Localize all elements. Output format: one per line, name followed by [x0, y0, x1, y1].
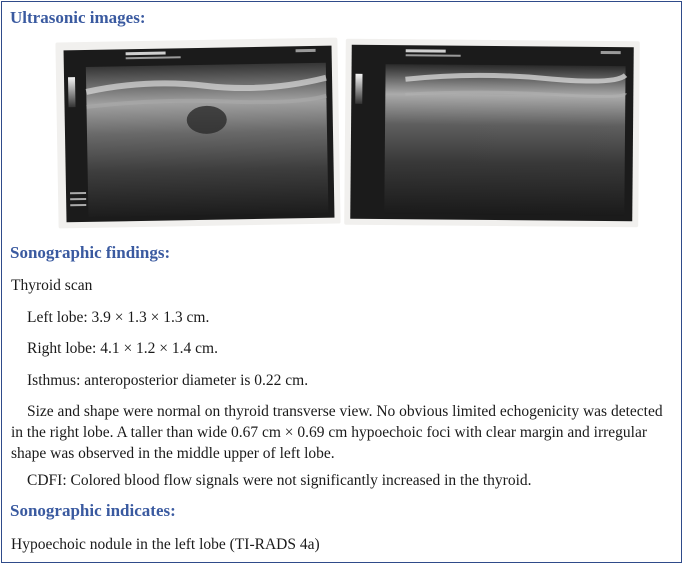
ultrasound-image-right	[344, 39, 640, 228]
sonographic-findings-heading: Sonographic findings:	[10, 243, 171, 262]
cdfi-finding: CDFI: Colored blood flow signals were not significantly increased in the thyroid.	[27, 472, 532, 489]
findings-description: Size and shape were normal on thyroid transverse view. No obvious limited echogenicity was detected in the right lobe. A taller than wide 0.67 cm × 0.69 cm hypoechoic foci with clear margin and irregular shape was observed in the middle upper of left lobe.	[11, 403, 663, 462]
ultrasound-scan-right	[344, 39, 640, 228]
conclusion: Hypoechoic nodule in the left lobe (TI-RADS 4a)	[11, 536, 320, 553]
left-lobe-measurement: Left lobe: 3.9 × 1.3 × 1.3 cm.	[27, 309, 210, 326]
ultrasound-images	[57, 40, 639, 230]
ultrasound-image-left	[55, 38, 340, 229]
sonographic-indicates-heading: Sonographic indicates:	[10, 501, 176, 520]
right-lobe-measurement: Right lobe: 4.1 × 1.2 × 1.4 cm.	[27, 340, 218, 357]
ultrasonic-images-heading: Ultrasonic images:	[10, 8, 146, 27]
ultrasound-scan-left	[55, 38, 340, 229]
isthmus-measurement: Isthmus: anteroposterior diameter is 0.22 cm.	[27, 372, 309, 389]
findings-intro: Thyroid scan	[11, 277, 93, 294]
